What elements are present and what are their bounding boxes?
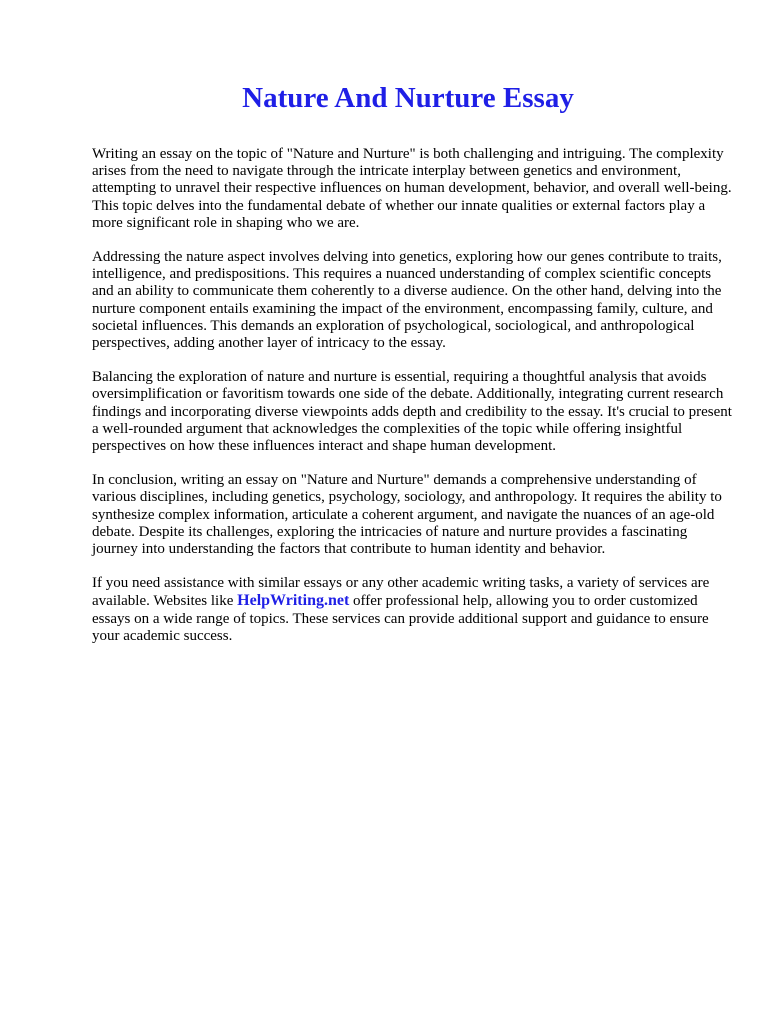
- document-page: [92, 78, 732, 662]
- helpwriting-link[interactable]: HelpWriting.net: [237, 592, 350, 610]
- paragraph-conclusion: In conclusion, writing an essay on "Nature and Nurture" demands a comprehensive understanding of various disciplines, including genetics, psychology, sociology, and anthropology. It requires the ability to synthesize complex information, articulate a coherent argument, and navigate the nuances of an age-old debate. Despite its challenges, exploring the intricacies of nature and nurture provides a fascinating journey into understanding the factors that contribute to human identity and behavior.: [92, 472, 722, 558]
- paragraph-nature: Addressing the nature aspect involves delving into genetics, exploring how our genes contribute to traits, intelligence, and predispositions. This requires a nuanced understanding of complex scientific concepts and an ability to communicate them coherently to a diverse audience. On the other hand, delving into the nurture component entails examining the impact of the environment, encompassing family, culture, and societal influences. This demands an exploration of psychological, sociological, and anthropological perspectives, adding another layer of intricacy to the essay.: [92, 249, 722, 352]
- page-title: Nature And Nurture Essay: [242, 82, 574, 114]
- paragraph-services: [92, 575, 732, 645]
- paragraph-balance: Balancing the exploration of nature and nurture is essential, requiring a thoughtful analysis that avoids oversimplification or favoritism towards one side of the debate. Additionally, integrating current research findings and incorporating diverse viewpoints adds depth and credibility to the essay. It's crucial to present a well-rounded argument that acknowledges the complexities of the topic while offering insightful perspectives on how these influences interact and shape human development.: [92, 369, 732, 455]
- services-text-before-link: If you need assistance with similar essays or any other academic writing tasks, a variety of services are available. Websites like: [92, 575, 710, 610]
- services-text-after-link: offer professional help, allowing you to order customized essays on a wide range of topics. These services can provide additional support and guidance to ensure your academic success.: [92, 593, 709, 644]
- paragraph-intro: Writing an essay on the topic of "Nature and Nurture" is both challenging and intriguing. The complexity arises from the need to navigate through the intricate interplay between genetics and environment, attempting to unravel their respective influences on human development, behavior, and overall well-being. This topic delves into the fundamental debate of whether our innate qualities or external factors play a more significant role in shaping who we are.: [92, 146, 732, 231]
